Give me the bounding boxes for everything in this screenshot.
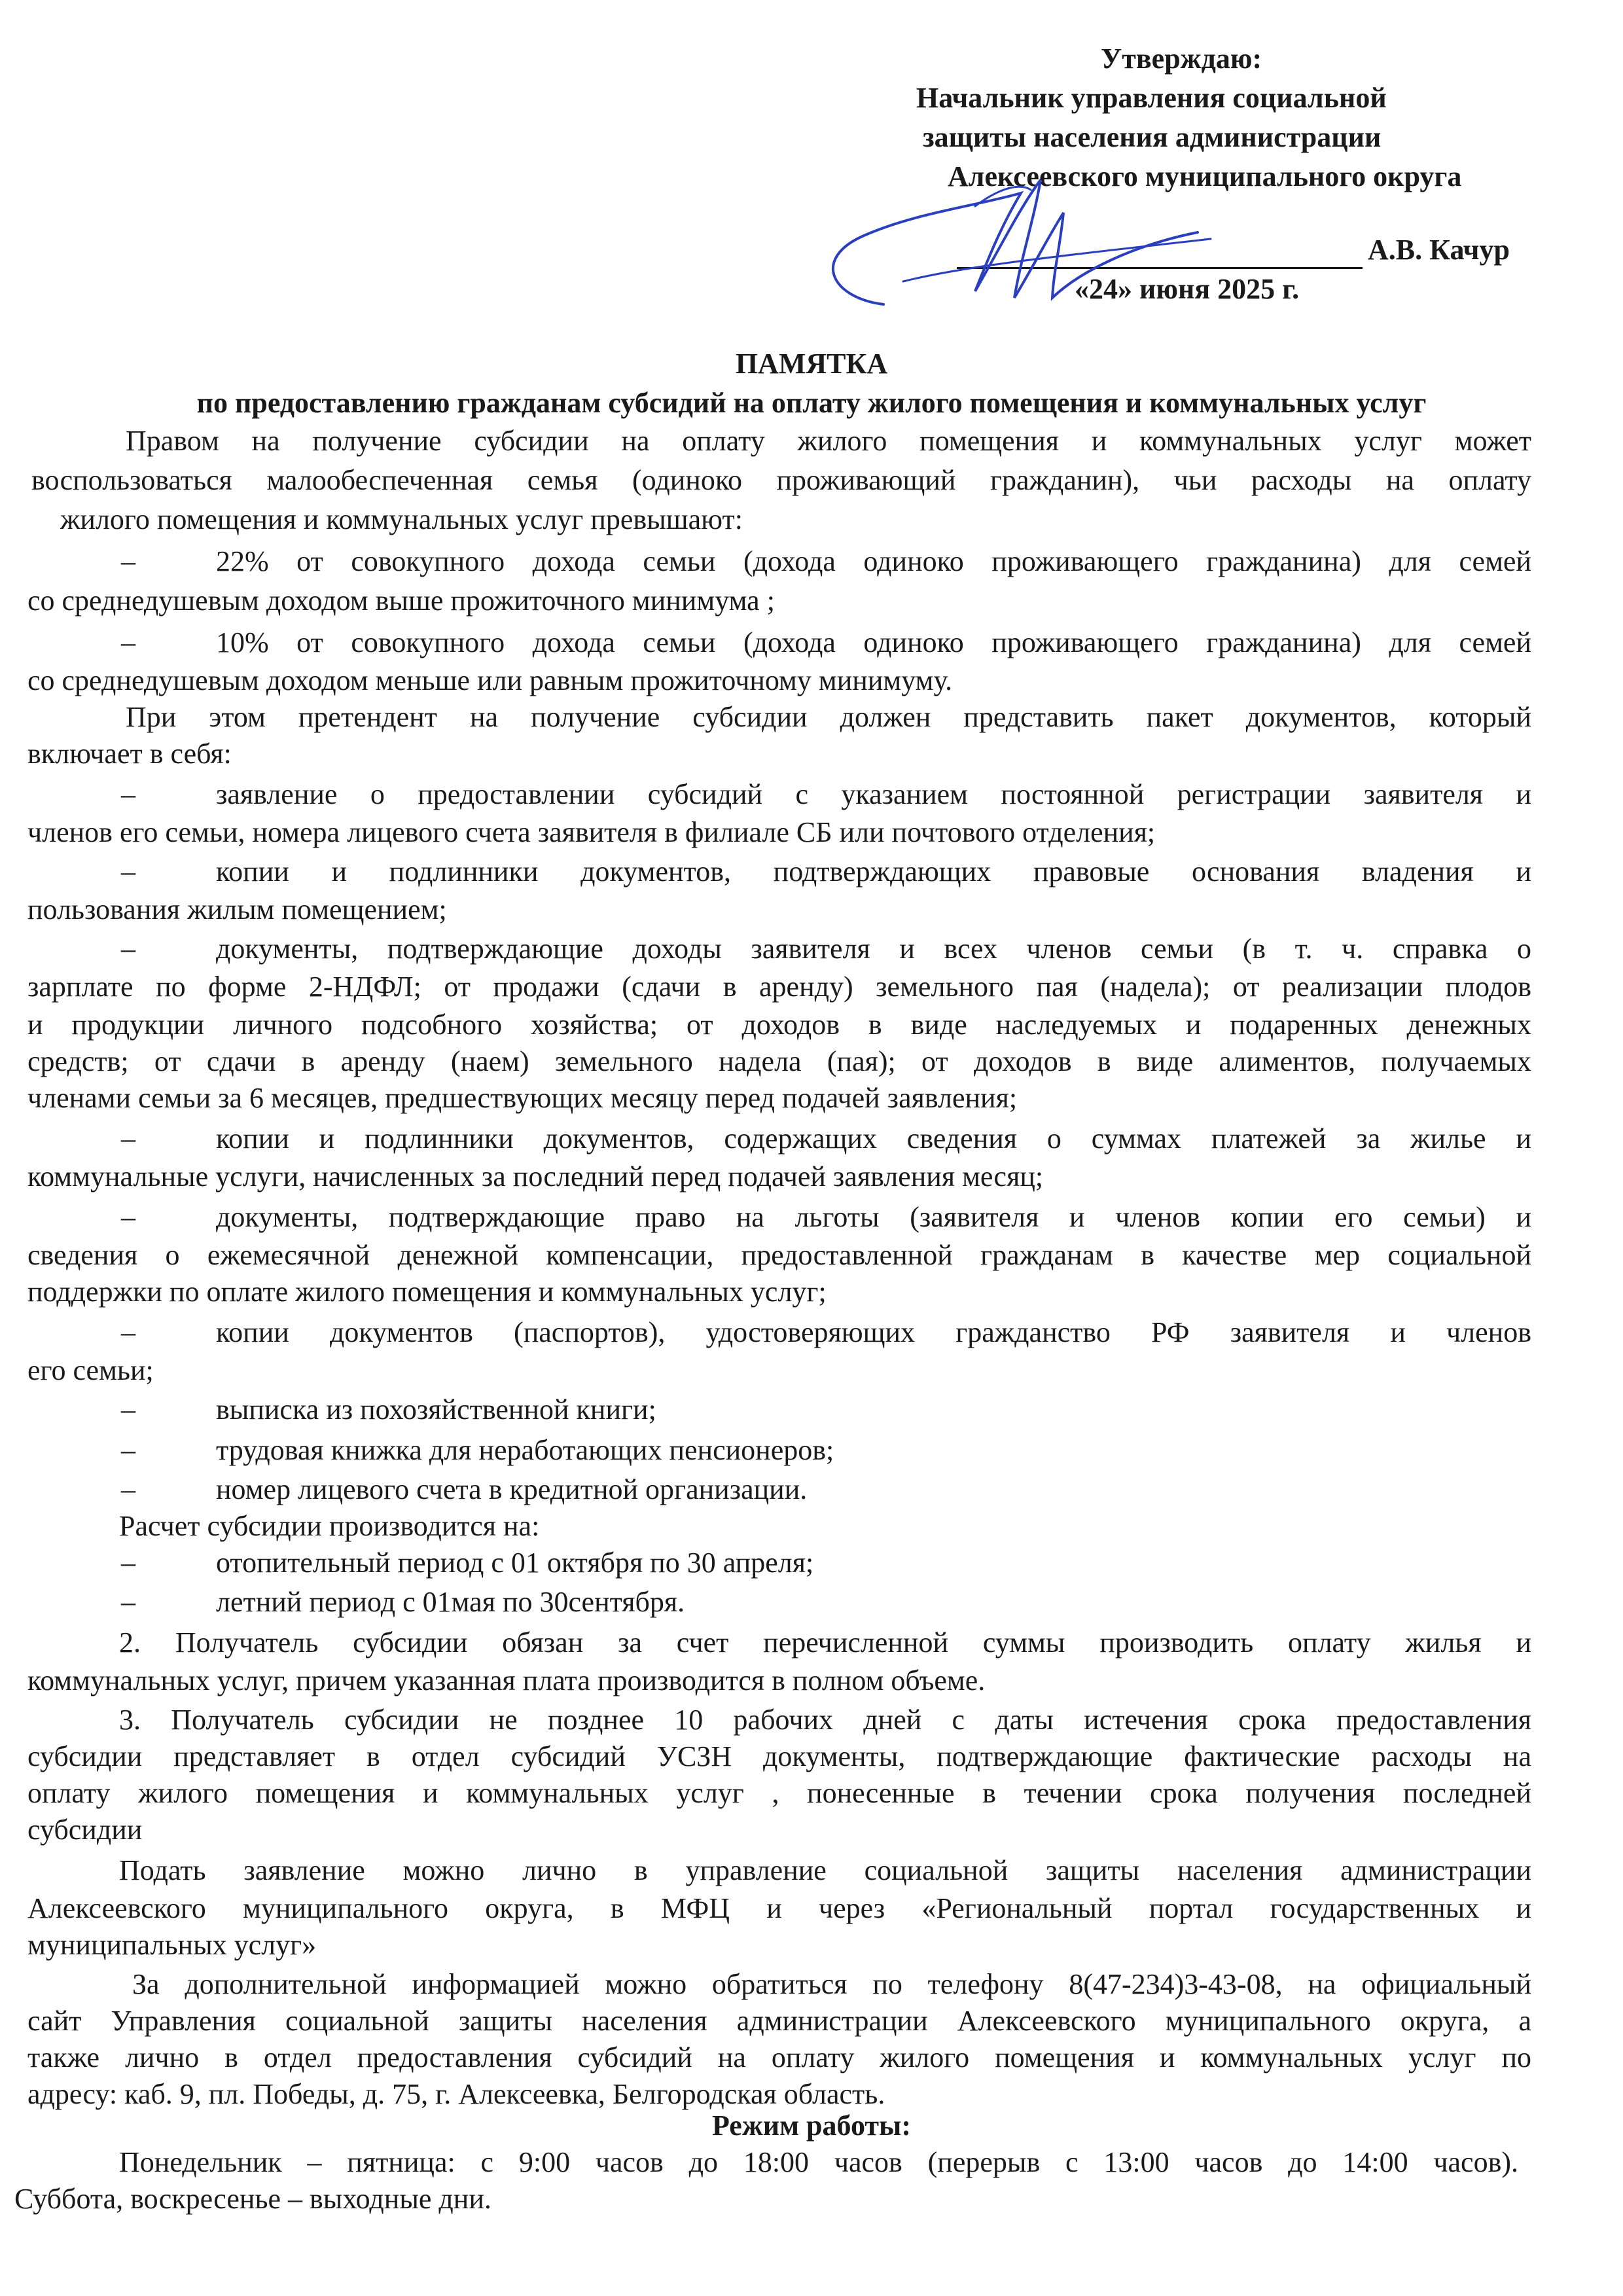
document-title: ПАМЯТКА: [735, 348, 888, 380]
calc-intro: Расчет субсидии производится на:: [119, 1510, 540, 1542]
schedule-heading: Режим работы:: [712, 2109, 911, 2142]
approval-date: «24» июня 2025 г.: [1075, 273, 1300, 305]
doc-5-line-1: документы, подтверждающие право на льготы (заявителя и членов копии его семьи) и: [216, 1201, 1531, 1233]
list-dash: –: [121, 545, 135, 577]
intro-line-2: воспользоваться малообеспеченная семья (одиноко проживающий гражданин), чьи расходы на оплату: [31, 464, 1531, 496]
handwritten-signature: [805, 167, 1263, 337]
approval-position-line2: защиты населения администрации: [923, 121, 1382, 153]
schedule-line-2: Суббота, воскресенье – выходные дни.: [14, 2183, 491, 2215]
doc-6-line-1: копии документов (паспортов), удостоверяющих гражданство РФ заявителя и членов: [216, 1316, 1531, 1348]
doc-6-line-2: его семьи;: [27, 1354, 154, 1386]
contact-line-1: За дополнительной информацией можно обратиться по телефону 8(47-234)3-43-08, на официальный: [132, 1968, 1531, 2000]
intro-line-3: жилого помещения и коммунальных услуг превышают:: [60, 503, 743, 535]
doc-1-line-1: заявление о предоставлении субсидий с указанием постоянной регистрации заявителя и: [216, 778, 1531, 810]
doc-2-line-1: копии и подлинники документов, подтверждающих правовые основания владения и: [216, 855, 1531, 888]
list-dash: –: [121, 778, 135, 810]
apply-line-3: муниципальных услуг»: [27, 1929, 317, 1961]
doc-3-line-5: членами семьи за 6 месяцев, предшествующих месяцу перед подачей заявления;: [27, 1082, 1018, 1114]
apply-line-2: Алексеевского муниципального округа, в МФЦ и через «Региональный портал государственных и: [27, 1892, 1531, 1924]
doc-4-line-2: коммунальные услуги, начисленных за последний перед подачей заявления месяц;: [27, 1160, 1044, 1193]
threshold-1-line-1: 22% от совокупного дохода семьи (дохода одиноко проживающего гражданина) для семей: [216, 545, 1531, 577]
apply-line-1: Подать заявление можно лично в управление социальной защиты населения администрации: [119, 1854, 1531, 1886]
list-dash: –: [121, 1316, 135, 1348]
doc-8: трудовая книжка для неработающих пенсионеров;: [216, 1434, 834, 1466]
list-dash: –: [121, 1201, 135, 1233]
threshold-2-line-1: 10% от совокупного дохода семьи (дохода одиноко проживающего гражданина) для семей: [216, 626, 1531, 658]
contact-line-2: сайт Управления социальной защиты населения администрации Алексеевского муниципального округа, а: [27, 2005, 1531, 2037]
docs-intro-line-1: При этом претендент на получение субсидии должен представить пакет документов, который: [126, 701, 1531, 733]
point-3-line-3: оплату жилого помещения и коммунальных услуг , понесенные в течении срока получения последней: [27, 1777, 1531, 1809]
list-dash: –: [121, 626, 135, 658]
list-dash: –: [121, 933, 135, 965]
list-dash: –: [121, 1122, 135, 1155]
doc-5-line-3: поддержки по оплате жилого помещения и коммунальных услуг;: [27, 1276, 827, 1308]
list-dash: –: [121, 1586, 135, 1618]
point-2-line-1: 2. Получатель субсидии обязан за счет перечисленной суммы производить оплату жилья и: [119, 1626, 1531, 1659]
doc-3-line-3: и продукции личного подсобного хозяйства; от доходов в виде наследуемых и подаренных денежных: [27, 1009, 1531, 1041]
approval-heading: Утверждаю:: [1101, 43, 1262, 75]
doc-3-line-4: средств; от сдачи в аренду (наем) земельного надела (пая); от доходов в виде алиментов, получаемых: [27, 1045, 1531, 1077]
docs-intro-line-2: включает в себя:: [27, 738, 232, 770]
threshold-2-line-2: со среднедушевым доходом меньше или равным прожиточному минимуму.: [27, 664, 953, 696]
doc-3-line-2: зарплате по форме 2-НДФЛ; от продажи (сдачи в аренду) земельного пая (надела); от реализации плодов: [27, 971, 1531, 1003]
doc-2-line-2: пользования жилым помещением;: [27, 893, 447, 925]
approval-position-line1: Начальник управления социальной: [916, 82, 1387, 114]
approval-signer-name: А.В. Качур: [1368, 234, 1510, 266]
list-dash: –: [121, 1473, 135, 1505]
doc-5-line-2: сведения о ежемесячной денежной компенсации, предоставленной гражданам в качестве мер социальной: [27, 1239, 1531, 1271]
calc-period-summer: летний период с 01мая по 30сентября.: [216, 1586, 685, 1618]
point-3-line-2: субсидии представляет в отдел субсидий УСЗН документы, подтверждающие фактические расходы на: [27, 1740, 1531, 1772]
intro-line-1: Правом на получение субсидии на оплату жилого помещения и коммунальных услуг может: [126, 425, 1531, 457]
doc-3-line-1: документы, подтверждающие доходы заявителя и всех членов семьи (в т. ч. справка о: [216, 933, 1531, 965]
approval-position-line3: Алексеевского муниципального округа: [948, 160, 1462, 192]
contact-line-3: также лично в отдел предоставления субсидий на оплату жилого помещения и коммунальных услуг по: [27, 2041, 1531, 2073]
point-3-line-4: субсидии: [27, 1814, 143, 1846]
doc-1-line-2: членов его семьи, номера лицевого счета заявителя в филиале СБ или почтового отделения;: [27, 816, 1156, 848]
list-dash: –: [121, 1434, 135, 1466]
list-dash: –: [121, 855, 135, 888]
schedule-line-1: Понедельник – пятница: с 9:00 часов до 18:00 часов (перерыв с 13:00 часов до 14:00 часов).: [119, 2146, 1518, 2178]
document-subtitle: по предоставлению гражданам субсидий на оплату жилого помещения и коммунальных услуг: [196, 387, 1427, 419]
doc-9: номер лицевого счета в кредитной организации.: [216, 1473, 808, 1505]
contact-line-4: адресу: каб. 9, пл. Победы, д. 75, г. Алексеевка, Белгородская область.: [27, 2078, 885, 2110]
doc-4-line-1: копии и подлинники документов, содержащих сведения о суммах платежей за жилье и: [216, 1122, 1531, 1155]
point-3-line-1: 3. Получатель субсидии не позднее 10 рабочих дней с даты истечения срока предоставления: [119, 1704, 1531, 1736]
point-2-line-2: коммунальных услуг, причем указанная плата производится в полном объеме.: [27, 1664, 986, 1696]
threshold-1-line-2: со среднедушевым доходом выше прожиточного минимума ;: [27, 584, 775, 617]
list-dash: –: [121, 1393, 135, 1426]
doc-7: выписка из похозяйственной книги;: [216, 1393, 656, 1426]
calc-period-heating: отопительный период с 01 октября по 30 апреля;: [216, 1547, 814, 1579]
list-dash: –: [121, 1547, 135, 1579]
